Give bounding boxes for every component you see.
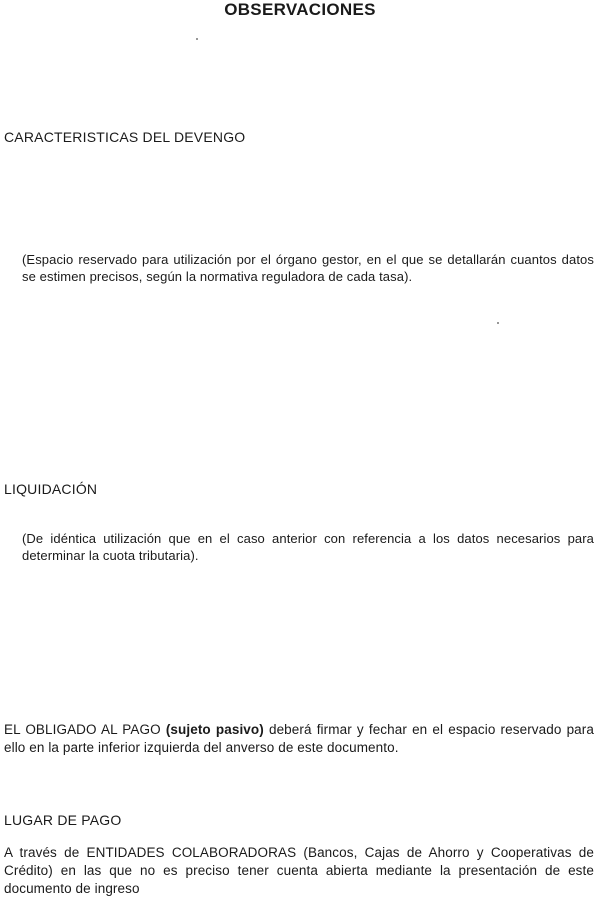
devengo-text: (Espacio reservado para utilización por el órgano gestor, en el que se detallarán cuantos datos se estimen precisos, según la normativa reguladora de cada tasa). — [22, 252, 594, 284]
obligado-lead: EL OBLIGADO AL PAGO — [4, 722, 161, 737]
lugar-pago-text: A través de ENTIDADES COLABORADORAS (Bancos, Cajas de Ahorro y Cooperativas de Crédito) en las que no es preciso tener cuenta abierta mediante la presentación de este documento de ingreso — [4, 845, 594, 896]
lugar-pago-heading: LUGAR DE PAGO — [4, 812, 122, 828]
page-title: OBSERVACIONES — [224, 0, 376, 19]
obligado-rest: deberá firmar y fechar en el espacio reservado para ello en la parte inferior izquierda del anverso de este documento. — [4, 722, 594, 755]
scan-speck — [196, 38, 198, 40]
scan-speck — [497, 322, 499, 324]
devengo-heading: CARACTERISTICAS DEL DEVENGO — [4, 129, 246, 145]
liquidacion-text: (De idéntica utilización que en el caso anterior con referencia a los datos necesarios para determinar la cuota tributaria). — [22, 531, 594, 563]
obligado-paragraph — [4, 721, 594, 757]
obligado-bold: (sujeto pasivo) — [165, 722, 264, 737]
liquidacion-heading: LIQUIDACIÓN — [4, 481, 98, 497]
